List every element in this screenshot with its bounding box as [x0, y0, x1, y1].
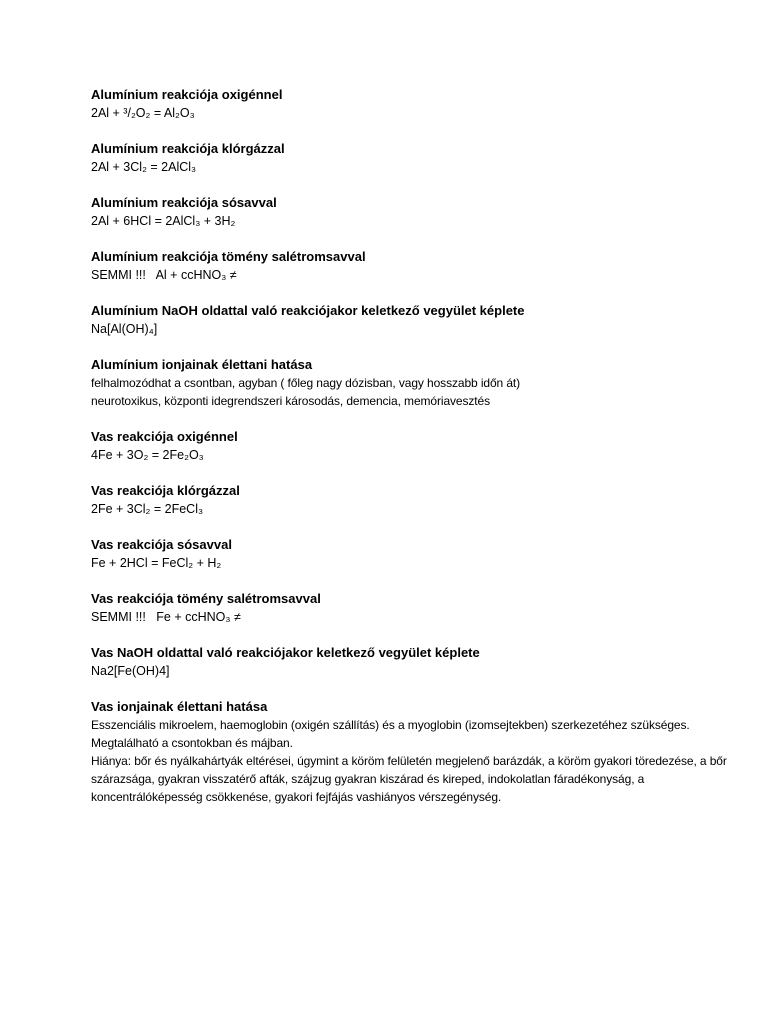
- section-heading: Alumínium ionjainak élettani hatása: [91, 357, 313, 372]
- section-heading: Vas ionjainak élettani hatása: [91, 699, 268, 714]
- section-al-hcl: [91, 194, 731, 230]
- section-fe-hcl: [91, 536, 731, 572]
- section-heading: Alumínium reakciója tömény salétromsavval: [91, 249, 366, 264]
- section-heading: Alumínium reakciója sósavval: [91, 195, 277, 210]
- section-heading: Alumínium reakciója klórgázzal: [91, 141, 285, 156]
- text-line: felhalmozódhat a csontban, agyban ( főleg nagy dózisban, vagy hosszabb időn át): [91, 376, 521, 390]
- reaction-equation: 4Fe + 3O₂ = 2Fe₂O₃: [91, 448, 204, 462]
- text-line: neurotoxikus, központi idegrendszeri károsodás, demencia, memóriavesztés: [91, 394, 491, 408]
- section-al-chlorine: [91, 140, 731, 176]
- section-al-oxygen: [91, 86, 731, 122]
- section-fe-physiology: [91, 698, 731, 806]
- reaction-equation: 2Al + 3Cl₂ = 2AlCl₃: [91, 160, 197, 174]
- reaction-equation: 2Fe + 3Cl₂ = 2FeCl₃: [91, 502, 204, 516]
- section-al-physiology: [91, 356, 731, 410]
- section-heading: Alumínium reakciója oxigénnel: [91, 87, 283, 102]
- compound-formula: Na2[Fe(OH)4]: [91, 664, 170, 678]
- section-fe-naoh: [91, 644, 731, 680]
- section-heading: Vas reakciója klórgázzal: [91, 483, 240, 498]
- reaction-equation: 2Al + ³/₂O₂ = Al₂O₃: [91, 106, 195, 120]
- section-fe-oxygen: [91, 428, 731, 464]
- text-paragraph: Hiánya: bőr és nyálkahártyák eltérései, úgymint a köröm felületén megjelenő barázdák, a köröm gyakori töredezése, a bőr szárazsága, gyakran visszatérő afták, szájzug gyakran kiszárad és kireped, indokolatlan fáradékonyság, a koncentrálóképesség csökkenése, gyakori fejfájás vashiányos vérszegénység.: [91, 754, 727, 804]
- section-fe-chlorine: [91, 482, 731, 518]
- section-fe-hno3: [91, 590, 731, 626]
- section-al-naoh: [91, 302, 731, 338]
- compound-formula: Na[Al(OH)₄]: [91, 322, 158, 336]
- text-paragraph: Esszenciális mikroelem, haemoglobin (oxigén szállítás) és a myoglobin (izomsejtekben) szerkezetéhez szükséges. Megtalálható a csontokban és májban.: [91, 718, 690, 750]
- section-al-hno3: [91, 248, 731, 284]
- document-page: [91, 86, 731, 824]
- section-heading: Vas reakciója oxigénnel: [91, 429, 238, 444]
- reaction-equation: Fe + 2HCl = FeCl₂ + H₂: [91, 556, 222, 570]
- section-heading: Vas reakciója tömény salétromsavval: [91, 591, 321, 606]
- section-heading: Vas NaOH oldattal való reakciójakor keletkező vegyület képlete: [91, 645, 480, 660]
- section-heading: Vas reakciója sósavval: [91, 537, 232, 552]
- reaction-equation: SEMMI !!! Fe + ccHNO₃ ≠: [91, 610, 241, 624]
- reaction-equation: 2Al + 6HCl = 2AlCl₃ + 3H₂: [91, 214, 236, 228]
- reaction-equation: SEMMI !!! Al + ccHNO₃ ≠: [91, 268, 237, 282]
- section-heading: Alumínium NaOH oldattal való reakciójakor keletkező vegyület képlete: [91, 303, 525, 318]
